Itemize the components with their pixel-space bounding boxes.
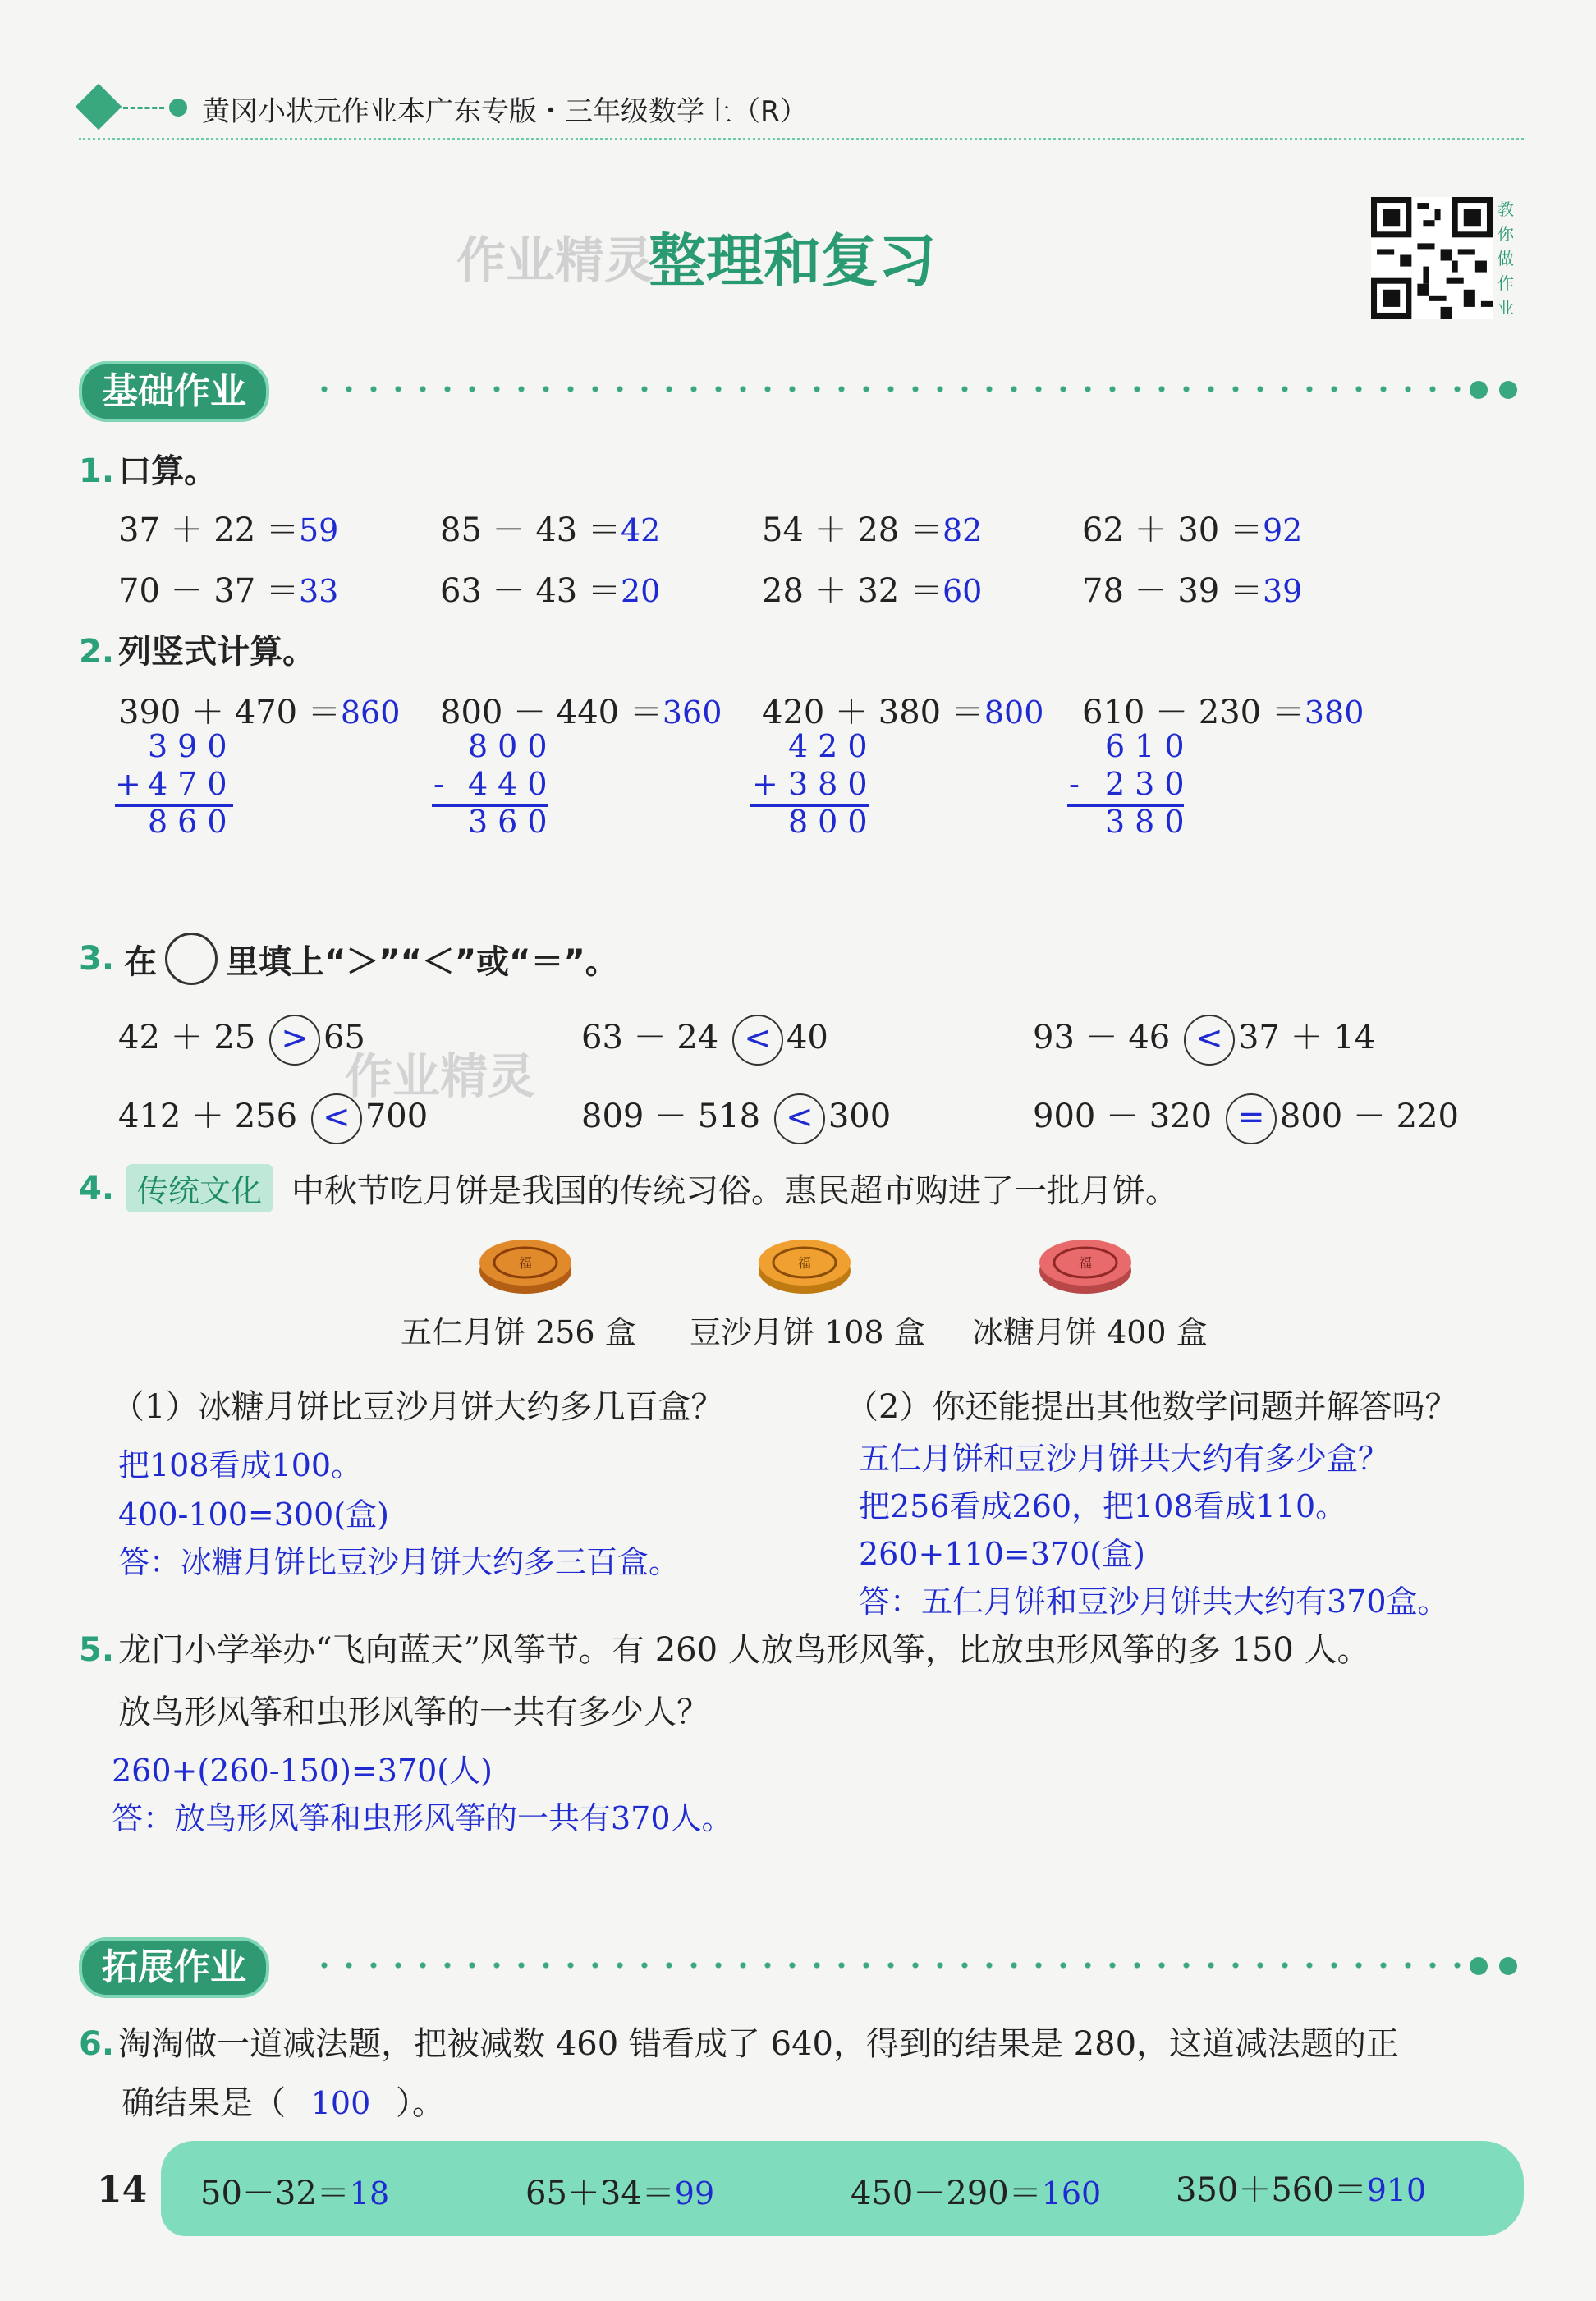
q1-item <box>440 565 660 612</box>
vertical-calc-op: - <box>1069 766 1089 802</box>
vertical-calc-bottom: 470 <box>148 766 237 802</box>
section-extended-label: 拓展作业 <box>79 1937 269 1998</box>
vertical-calc-top: 610 <box>1105 728 1195 764</box>
vertical-calc-bottom: 440 <box>468 766 557 802</box>
q1-number: 1. <box>79 452 115 490</box>
q3-item <box>1033 1090 1459 1144</box>
q3-label-a: 在 <box>124 942 158 981</box>
q1-item <box>118 504 338 551</box>
answer: 39 <box>1262 573 1303 609</box>
expr: 28 ＋ 32 ＝ <box>762 572 942 610</box>
q4-tag: 传统文化 <box>126 1164 273 1212</box>
header-dot-icon <box>169 99 187 117</box>
q3-number: 3. <box>79 940 115 978</box>
vertical-calc-bottom: 380 <box>788 766 878 802</box>
vertical-calc-top: 390 <box>148 728 237 764</box>
vertical-calc-op: - <box>433 766 454 802</box>
footer-item <box>525 2167 714 2214</box>
q4-text: 中秋节吃月饼是我国的传统习俗。惠民超市购进了一批月饼。 <box>291 1172 1179 1210</box>
q2-item <box>440 686 722 733</box>
footer-item <box>200 2167 389 2214</box>
expr: 350＋560＝ <box>1176 2171 1367 2209</box>
q1-item <box>1082 565 1302 612</box>
answer: 59 <box>298 512 339 548</box>
q5-answer-line: 260+(260-150)=370(人) <box>112 1753 493 1789</box>
vertical-calc-op: + <box>115 766 151 802</box>
answer-circle: < <box>774 1093 825 1144</box>
answer: 18 <box>349 2175 390 2212</box>
answer: 42 <box>620 512 661 548</box>
q1-heading <box>79 445 217 492</box>
q6-text-line2 <box>122 2077 445 2124</box>
q6-text-line1: 淘淘做一道减法题，把被减数 460 错看成了 640，得到的结果是 280，这道减法题的正 <box>118 2025 1400 2063</box>
q4-number: 4. <box>79 1169 115 1208</box>
q6-line1-wrap <box>79 2018 1399 2065</box>
left: 93 － 46 <box>1033 1019 1171 1057</box>
section-extended-end-dot <box>1470 1957 1488 1975</box>
expr: 63 － 43 ＝ <box>440 572 621 610</box>
mooncake-label: 冰糖月饼 400 盒 <box>972 1314 1208 1350</box>
vertical-calc-result: 360 <box>468 804 557 840</box>
watermark: 作业精灵 <box>345 1048 536 1104</box>
answer: 360 <box>662 694 722 731</box>
q5-line1-wrap <box>79 1624 1370 1671</box>
expr: 390 ＋ 470 ＝ <box>118 694 341 731</box>
section-extended-dots <box>312 1962 1478 1969</box>
answer: 380 <box>1304 694 1364 731</box>
answer-circle: < <box>311 1093 362 1144</box>
q3-item <box>118 1011 365 1066</box>
section-basic-end-dot <box>1499 381 1517 399</box>
vertical-calc-op: + <box>752 766 788 802</box>
expr: 54 ＋ 28 ＝ <box>762 511 942 549</box>
footer-item <box>851 2167 1101 2214</box>
answer: 99 <box>674 2175 715 2212</box>
q4-sub1-answer-line: 400-100=300(盒) <box>118 1497 389 1533</box>
answer: 800 <box>984 694 1044 731</box>
section-basic-dots <box>312 386 1478 392</box>
svg-text:福: 福 <box>518 1255 533 1271</box>
mooncake-label: 豆沙月饼 108 盒 <box>690 1314 925 1350</box>
answer: 160 <box>1041 2175 1102 2212</box>
right: 40 <box>786 1019 828 1057</box>
q4-sub2-answer-line: 把256看成260，把108看成110。 <box>859 1488 1347 1524</box>
expr: 85 － 43 ＝ <box>440 511 621 549</box>
header-dash-line <box>123 107 164 109</box>
expr: 65＋34＝ <box>525 2175 675 2212</box>
q5-text-line2: 放鸟形风筝和虫形风筝的一共有多少人？ <box>118 1694 709 1731</box>
q2-label: 列竖式计算。 <box>118 633 316 671</box>
q2-item <box>118 686 400 733</box>
page-number: 14 <box>97 2169 148 2211</box>
q1-item <box>118 565 338 612</box>
q6-text-a: 确结果是（ <box>122 2084 286 2122</box>
q4-sub2-answer-line: 五仁月饼和豆沙月饼共大约有多少盒？ <box>859 1441 1390 1477</box>
right: 800 － 220 <box>1279 1098 1459 1135</box>
vertical-calc-top: 800 <box>468 728 557 764</box>
q2-number: 2. <box>79 633 115 671</box>
q4-sub1-question: （1）冰糖月饼比豆沙月饼大约多几百盒？ <box>112 1388 724 1426</box>
answer-circle: = <box>1226 1093 1277 1144</box>
q4-sub1-answer-line: 把108看成100。 <box>118 1447 363 1483</box>
q6-text-b: ）。 <box>395 2084 445 2122</box>
vertical-calc-result: 800 <box>788 804 878 840</box>
q4-heading <box>79 1164 1178 1212</box>
section-basic-label: 基础作业 <box>79 361 269 422</box>
q1-item <box>440 504 660 551</box>
q2-item <box>762 686 1043 733</box>
right: 65 <box>323 1019 365 1057</box>
q5-answer-line: 答：放鸟形风筝和虫形风筝的一共有370人。 <box>112 1800 733 1836</box>
mooncake-wuren-icon <box>476 1231 575 1297</box>
q5-text-line1: 龙门小学举办“飞向蓝天”风筝节。有 260 人放鸟形风筝，比放虫形风筝的多 150 人。 <box>118 1631 1370 1669</box>
expr: 62 ＋ 30 ＝ <box>1082 511 1263 549</box>
footer-item <box>1176 2164 1426 2211</box>
left: 809 － 518 <box>581 1098 761 1135</box>
q1-label: 口算。 <box>118 452 218 490</box>
q3-item <box>581 1011 828 1066</box>
header-divider <box>79 138 1524 140</box>
answer: 910 <box>1366 2172 1427 2208</box>
answer: 20 <box>620 573 661 609</box>
mooncake-label: 五仁月饼 256 盒 <box>401 1314 636 1350</box>
expr: 450－290＝ <box>851 2175 1042 2212</box>
right: 37 ＋ 14 <box>1237 1019 1376 1057</box>
mooncake-bingtang-icon <box>1036 1231 1135 1297</box>
header-diamond-icon <box>76 84 122 131</box>
q6-answer: 100 <box>310 2085 371 2121</box>
q4-sub2-question: （2）你还能提出其他数学问题并解答吗？ <box>846 1388 1458 1426</box>
header-title: 黄冈小状元作业本广东专版・三年级数学上（R） <box>202 95 808 128</box>
answer-circle: > <box>269 1015 320 1066</box>
answer-circle: < <box>732 1015 783 1066</box>
qr-code-icon <box>1371 197 1493 319</box>
answer: 60 <box>942 573 983 609</box>
q3-item <box>1033 1011 1375 1066</box>
q3-label-b: 里填上“＞”“＜”或“＝”。 <box>226 942 618 981</box>
expr: 800 － 440 ＝ <box>440 694 663 731</box>
q2-heading <box>79 626 315 672</box>
q1-item <box>1082 504 1302 551</box>
vertical-calc-top: 420 <box>788 728 878 764</box>
left: 412 ＋ 256 <box>118 1098 298 1135</box>
right: 300 <box>828 1098 892 1135</box>
qr-caption: 教你做作业 <box>1497 199 1514 318</box>
section-basic-end-dot <box>1470 381 1488 399</box>
vertical-calc-bottom: 230 <box>1105 766 1195 802</box>
vertical-calc-result: 860 <box>148 804 237 840</box>
right: 700 <box>365 1098 429 1135</box>
section-extended-end-dot <box>1499 1957 1517 1975</box>
answer: 33 <box>298 573 339 609</box>
expr: 78 － 39 ＝ <box>1082 572 1263 610</box>
left: 63 － 24 <box>581 1019 719 1057</box>
q1-item <box>762 504 982 551</box>
q3-heading <box>79 933 618 985</box>
watermark: 作业精灵 <box>456 232 654 290</box>
vertical-calc-result: 380 <box>1105 804 1195 840</box>
q4-sub2-answer-line: 260+110=370(盒) <box>859 1536 1145 1572</box>
q6-number: 6. <box>79 2025 115 2063</box>
expr: 70 － 37 ＝ <box>118 572 299 610</box>
q2-item <box>1082 686 1364 733</box>
left: 900 － 320 <box>1033 1098 1213 1135</box>
q5-number: 5. <box>79 1631 115 1669</box>
q4-sub2-answer-line: 答：五仁月饼和豆沙月饼共大约有370盒。 <box>859 1584 1449 1620</box>
expr: 37 ＋ 22 ＝ <box>118 511 299 549</box>
empty-circle-icon <box>165 933 218 985</box>
answer: 92 <box>1262 512 1303 548</box>
page-title: 整理和复习 <box>649 227 936 295</box>
svg-text:福: 福 <box>797 1255 812 1271</box>
expr: 50－32＝ <box>200 2175 350 2212</box>
answer: 860 <box>340 694 401 731</box>
q4-sub1-answer-line: 答：冰糖月饼比豆沙月饼大约多三百盒。 <box>118 1544 681 1580</box>
mooncake-dousha-icon <box>755 1231 854 1297</box>
expr: 420 ＋ 380 ＝ <box>762 694 984 731</box>
answer-circle: < <box>1184 1015 1235 1066</box>
left: 42 ＋ 25 <box>118 1019 256 1057</box>
q3-item <box>581 1090 891 1144</box>
expr: 610 － 230 ＝ <box>1082 694 1305 731</box>
answer: 82 <box>942 512 983 548</box>
svg-text:福: 福 <box>1078 1255 1093 1271</box>
q1-item <box>762 565 982 612</box>
